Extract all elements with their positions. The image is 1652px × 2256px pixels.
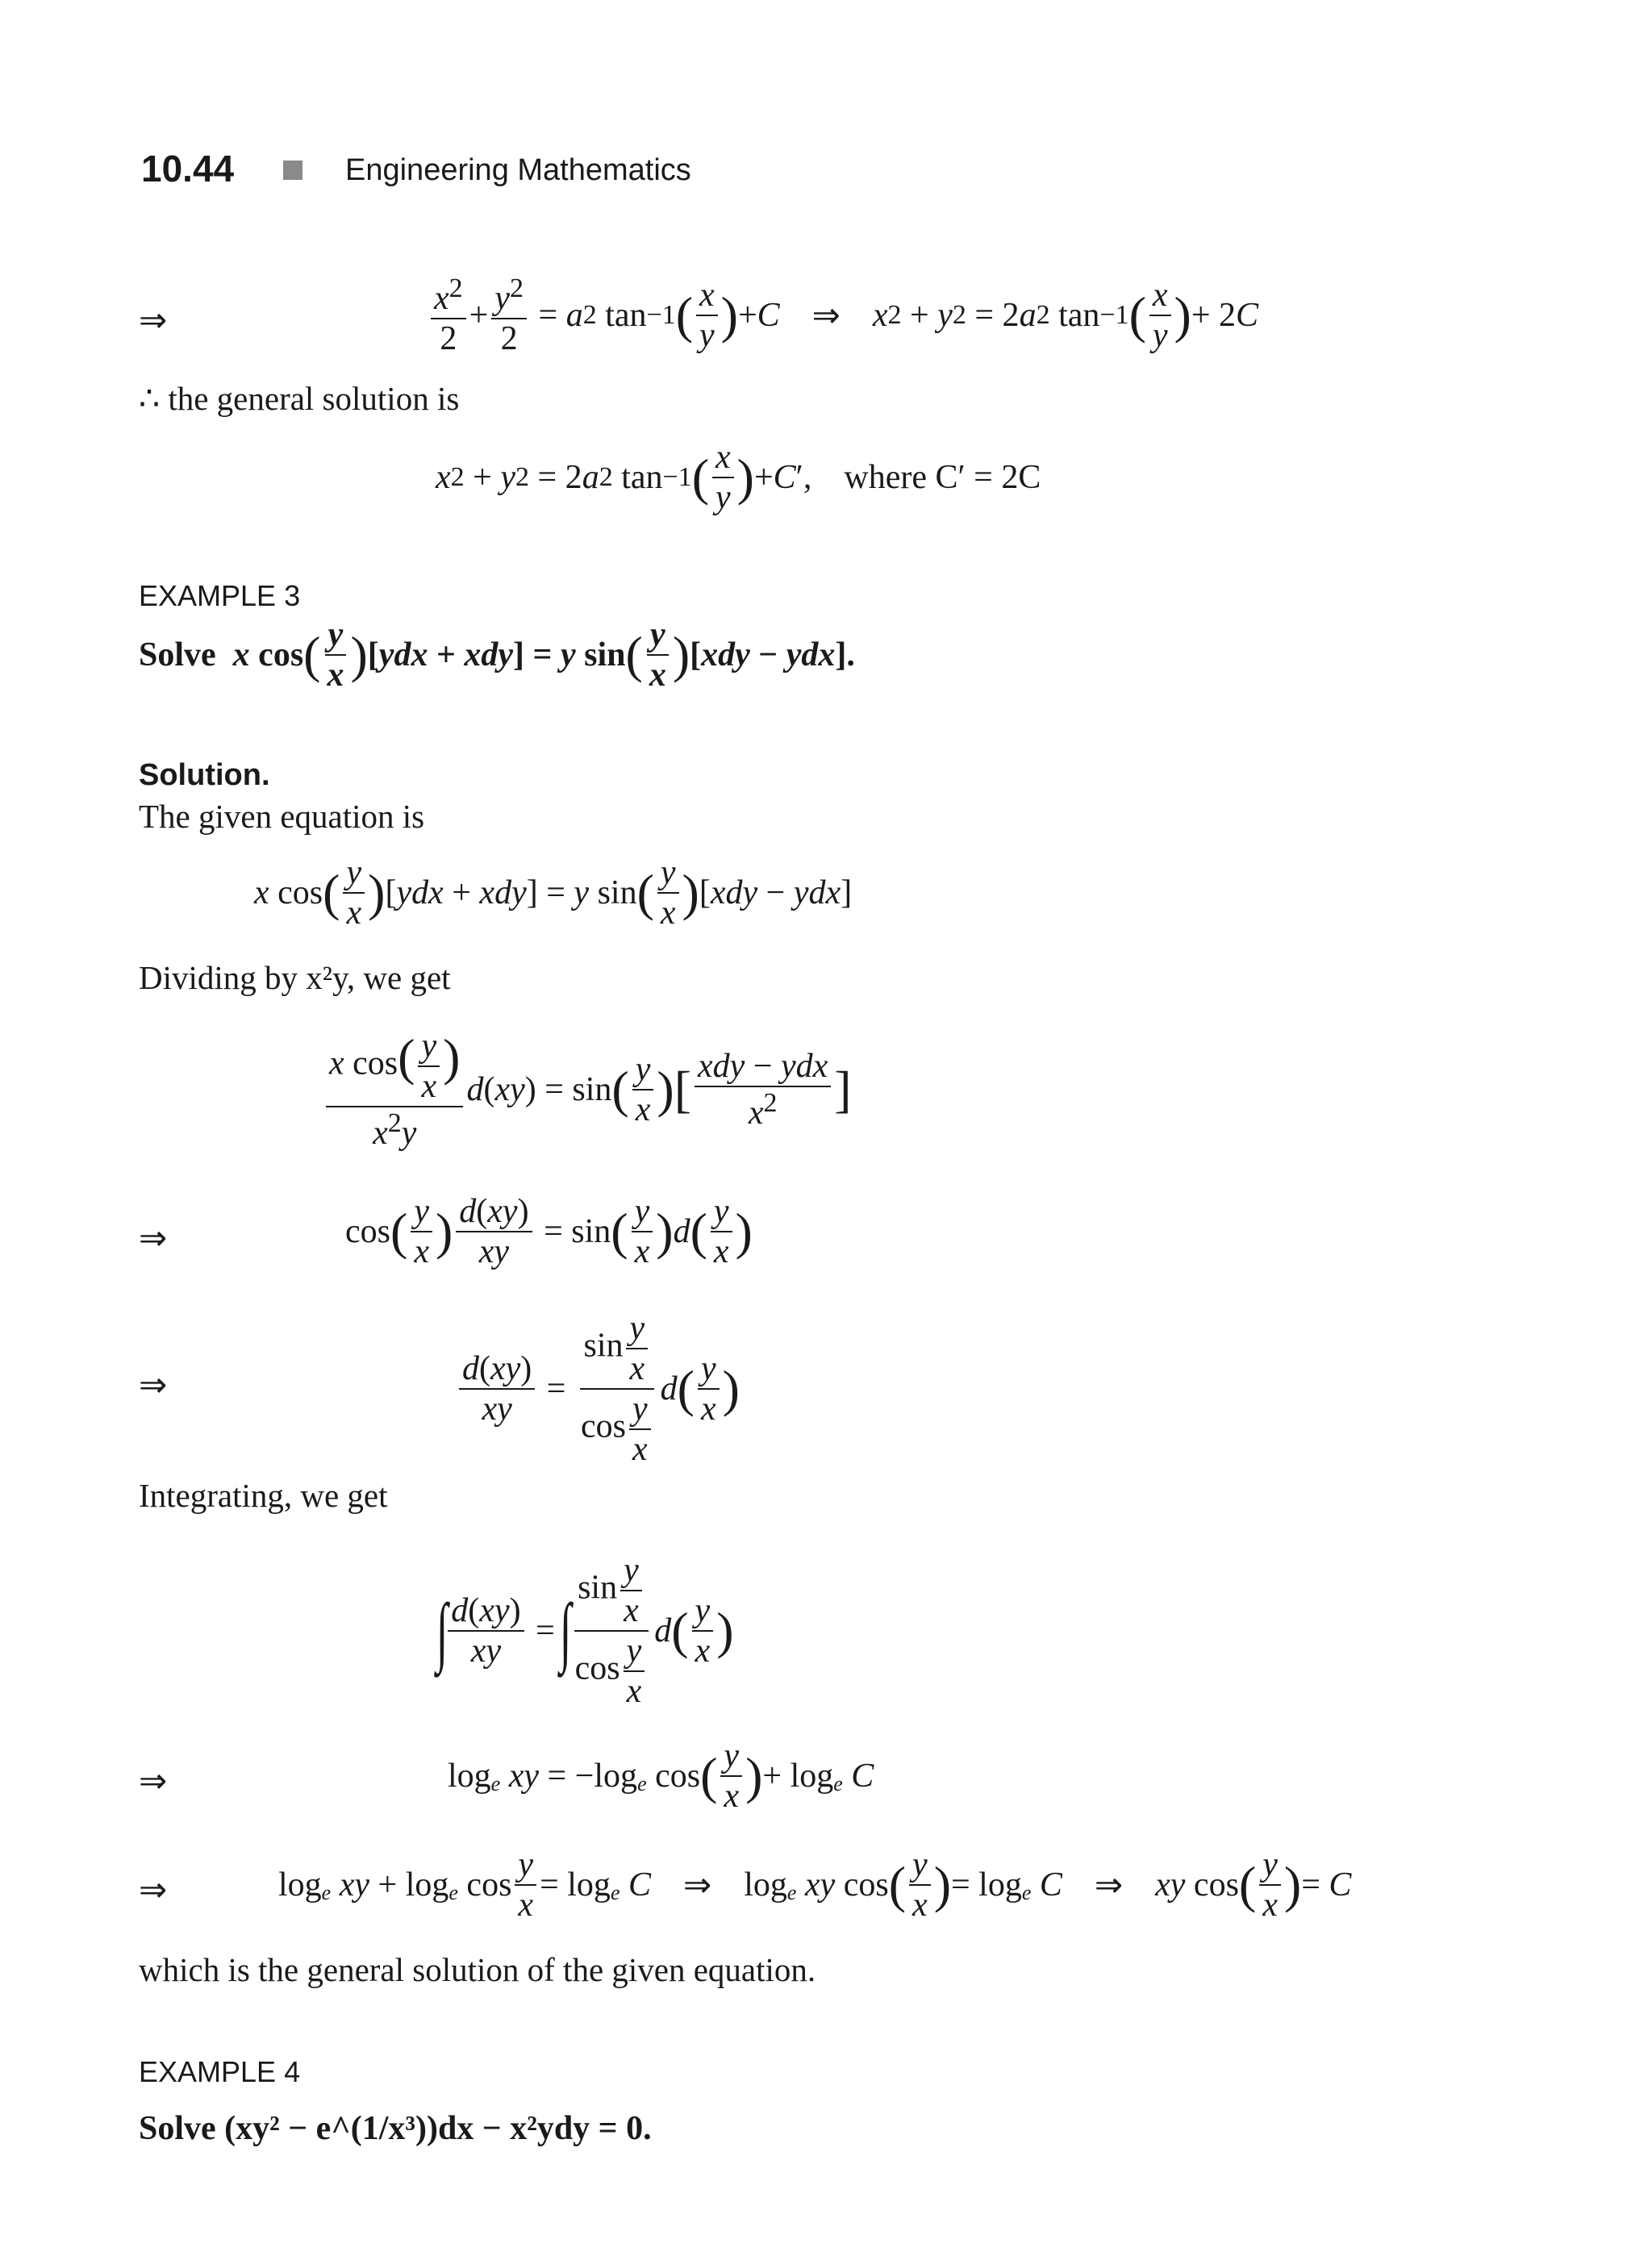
square-bullet-icon: [283, 161, 302, 180]
example-3-heading: EXAMPLE 3: [139, 579, 301, 612]
page-number: 10.44: [141, 148, 235, 190]
implies-arrow: ⇒: [139, 1220, 168, 1257]
ratio-equation: $\frac{d(xy)}{xy}$ = sin $\frac{y}{x}$ cos $\frac{y}{x}$ d ( $\frac{y}{x}$ ): [456, 1311, 740, 1467]
book-title: Engineering Mathematics: [345, 153, 691, 187]
general-solution-equation: x 2 + y 2 = 2 a 2 tan −1 ( $\frac{x}{y}$ ) + C ′, where C′ = 2C: [436, 439, 1041, 517]
integrating-text: Integrating, we get: [139, 1477, 388, 1514]
solve-label: Solve: [139, 636, 216, 674]
implies-arrow: ⇒: [139, 302, 168, 340]
general-solution-text: which is the general solution of the given equation.: [139, 1951, 816, 1988]
cos-equation: cos ( $\frac{y}{x}$ ) $\frac{d(xy)}{xy}$ = sin ( $\frac{y}{x}$ ) d ( $\frac{y}{x}$ ): [345, 1193, 753, 1271]
given-text: The given equation is: [139, 798, 425, 835]
divided-equation: x cos( $\frac{y}{x}$ ) $x^2y$ d ( xy ) = sin ( $\frac{y}{x}$ ) [ $\frac{\text{xdy − ydx}}{x^2}$ ]: [323, 1028, 852, 1151]
implies-arrow: ⇒: [139, 1763, 168, 1800]
dividing-text: Dividing by x²y, we get: [139, 959, 451, 996]
where-text: where C′ = 2C: [844, 459, 1041, 497]
given-equation: x cos ( $\frac{y}{x}$ ) [ ydx + xdy ] = y sin ( $\frac{y}{x}$ ) [ xdy − ydx ]: [254, 854, 853, 932]
example-4-heading: EXAMPLE 4: [139, 2055, 301, 2088]
log-equation: log e xy = −log e cos ( $\frac{y}{x}$ ) + log e C: [448, 1737, 874, 1816]
example-4-problem: Solve (xy² − e^(1/x³))dx − x²ydy = 0.: [139, 2110, 652, 2147]
implies-arrow: ⇒: [139, 1872, 168, 1909]
example-3-problem: Solve x cos ( $\frac{y}{x}$ ) [ ydx + xdy ] = y sin ( $\frac{y}{x}$ ) [ xdy − ydx ].: [139, 616, 855, 694]
implies-arrow: ⇒: [139, 1367, 168, 1404]
final-equation: log e xy + log e cos $\frac{y}{x}$ = log e C ⇒ log e xy cos ( $\frac{y}{x}$ ) = log e C ⇒ xy cos ( $\frac{y}{x}$ ) = C: [278, 1846, 1352, 1924]
equation-line-1: $\frac{x^2}{2}$ + $\frac{y^2}{2}$ = a 2 tan −1 ( $\frac{x}{y}$ ) + C ⇒ x 2 + y 2 = 2 a 2 tan −1 ( $\frac{x}{y}$ ) + 2 C: [428, 274, 1258, 357]
solution-heading: Solution.: [139, 758, 270, 792]
therefore-text: ∴ the general solution is: [139, 380, 460, 417]
integral-equation: ∫ $\frac{d(xy)}{xy}$ = ∫ sin $\frac{y}{x}$ cos $\frac{y}{x}$ d ( $\frac{y}{x}$ ): [436, 1552, 734, 1711]
